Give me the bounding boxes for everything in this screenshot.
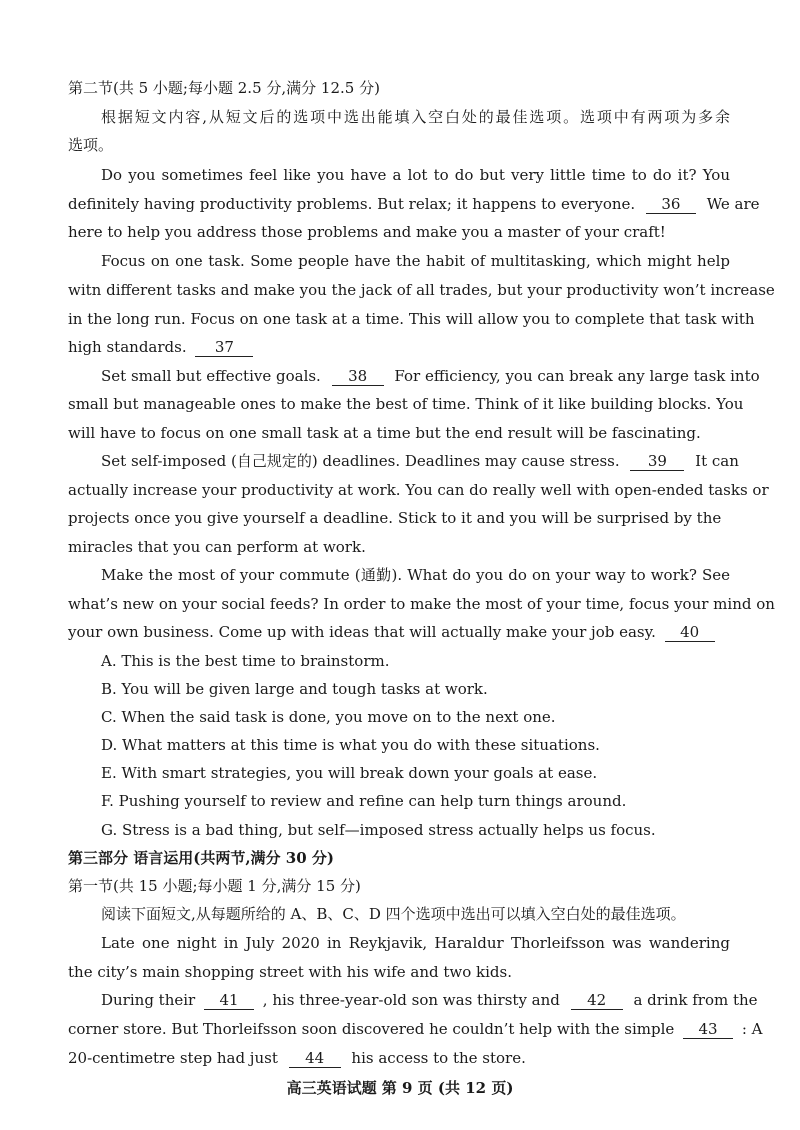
- passage-line: Focus on one task. Some people have the habit of multitasking, which might help: [101, 252, 730, 270]
- blank-36[interactable]: 36: [646, 196, 696, 214]
- blank-44[interactable]: 44: [289, 1050, 341, 1068]
- passage-text: For efficiency, you can break any large task into: [394, 367, 760, 385]
- passage-line: what’s new on your social feeds? In order to make the most of your time, focus your mind on: [68, 595, 775, 613]
- part3-header: 第三部分 语言运用(共两节,满分 30 分): [68, 849, 334, 867]
- passage-text: definitely having productivity problems. But relax; it happens to everyone.: [68, 195, 636, 213]
- option-a: A. This is the best time to brainstorm.: [101, 652, 390, 670]
- page-footer: 高三英语试题 第 9 页 (共 12 页): [286, 1079, 514, 1097]
- blank-37[interactable]: 37: [195, 339, 253, 357]
- passage-line: miracles that you can perform at work.: [68, 538, 366, 556]
- passage-text: his access to the store.: [351, 1049, 526, 1067]
- part3-instruction: 阅读下面短文,从每题所给的 A、B、C、D 四个选项中选出可以填入空白处的最佳选项。: [101, 905, 686, 923]
- passage-text: Set small but effective goals.: [101, 367, 321, 385]
- blank-40[interactable]: 40: [665, 624, 715, 642]
- passage-line: here to help you address those problems and make you a master of your craft!: [68, 223, 666, 241]
- section2-instruction-line2: 选项。: [68, 136, 114, 154]
- passage-line: Make the most of your commute (通勤). What do you do on your way to work? See: [101, 566, 730, 584]
- passage-line: witn different tasks and make you the jack of all trades, but your productivity won’t increase: [68, 281, 775, 299]
- passage-text: high standards.: [68, 338, 187, 356]
- passage-text: your own business. Come up with ideas that will actually make your job easy.: [68, 623, 656, 641]
- passage-line: [68, 194, 800, 214]
- passage-line: [68, 622, 800, 642]
- passage-line: [68, 337, 800, 357]
- passage-line: [101, 990, 800, 1010]
- passage-line: actually increase your productivity at work. You can do really well with open-ended tasks or: [68, 481, 769, 499]
- passage-text: It can: [695, 452, 739, 470]
- passage-line: [68, 1019, 800, 1039]
- blank-42[interactable]: 42: [571, 992, 623, 1010]
- blank-43[interactable]: 43: [683, 1021, 733, 1039]
- passage-text: During their: [101, 991, 196, 1009]
- passage-line: projects once you give yourself a deadline. Stick to it and you will be surprised by the: [68, 509, 722, 527]
- passage-line: Late one night in July 2020 in Reykjavik, Haraldur Thorleifsson was wandering: [101, 934, 730, 952]
- passage-text: a drink from the: [633, 991, 758, 1009]
- passage-text: 20-centimetre step had just: [68, 1049, 278, 1067]
- passage-line: in the long run. Focus on one task at a time. This will allow you to complete that task with: [68, 310, 755, 328]
- option-d: D. What matters at this time is what you do with these situations.: [101, 736, 600, 754]
- section2-instruction-line1: 根据短文内容,从短文后的选项中选出能填入空白处的最佳选项。选项中有两项为多余: [101, 108, 730, 126]
- option-g: G. Stress is a bad thing, but self—imposed stress actually helps us focus.: [101, 821, 656, 839]
- blank-38[interactable]: 38: [332, 368, 384, 386]
- section2-header: 第二节(共 5 小题;每小题 2.5 分,满分 12.5 分): [68, 79, 380, 97]
- passage-text: , his three-year-old son was thirsty and: [262, 991, 560, 1009]
- passage-text: We are: [706, 195, 760, 213]
- passage-text: Set self-imposed (自己规定的) deadlines. Deadlines may cause stress.: [101, 452, 620, 470]
- option-c: C. When the said task is done, you move on to the next one.: [101, 708, 556, 726]
- passage-line: [101, 366, 800, 386]
- blank-39[interactable]: 39: [630, 453, 684, 471]
- option-f: F. Pushing yourself to review and refine can help turn things around.: [101, 792, 627, 810]
- passage-line: [68, 1048, 800, 1068]
- passage-line: Do you sometimes feel like you have a lot to do but very little time to do it? You: [101, 166, 730, 184]
- option-e: E. With smart strategies, you will break down your goals at ease.: [101, 764, 598, 782]
- passage-line: will have to focus on one small task at a time but the end result will be fascinating.: [68, 424, 701, 442]
- passage-line: small but manageable ones to make the best of time. Think of it like building blocks. You: [68, 395, 744, 413]
- option-b: B. You will be given large and tough tasks at work.: [101, 680, 488, 698]
- blank-41[interactable]: 41: [204, 992, 254, 1010]
- passage-line: [101, 451, 800, 471]
- passage-line: the city’s main shopping street with his wife and two kids.: [68, 963, 512, 981]
- part3-sub-header: 第一节(共 15 小题;每小题 1 分,满分 15 分): [68, 877, 361, 895]
- passage-text: corner store. But Thorleifsson soon discovered he couldn’t help with the simple: [68, 1020, 675, 1038]
- passage-text: : A: [741, 1020, 763, 1038]
